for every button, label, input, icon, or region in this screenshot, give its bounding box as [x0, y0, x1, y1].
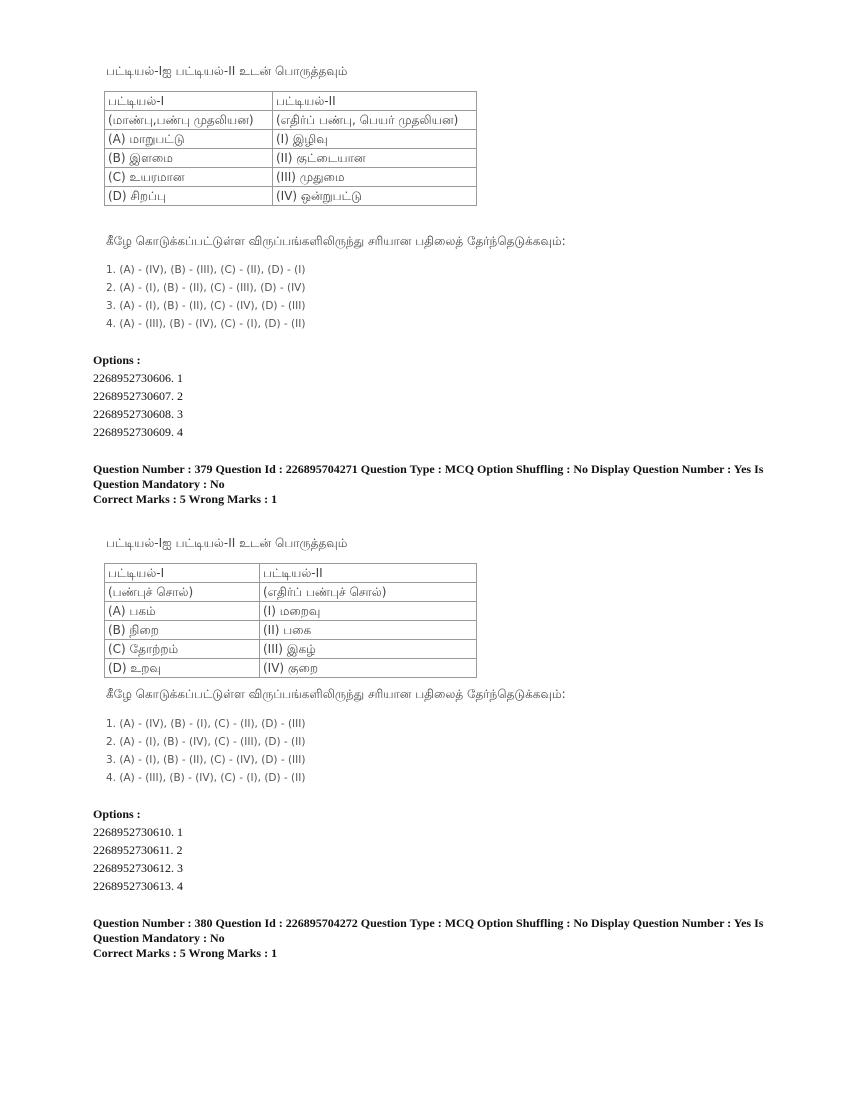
table-cell: (I) மறைவு — [260, 602, 477, 621]
table-cell: (A) பகம் — [105, 602, 260, 621]
table-row — [105, 640, 477, 659]
answer-choice: 2. (A) - (I), (B) - (IV), (C) - (III), (D) - (II) — [106, 736, 306, 748]
answer-choice: 1. (A) - (IV), (B) - (I), (C) - (II), (D) - (III) — [106, 718, 306, 730]
table-subheader-row — [105, 583, 477, 602]
table-cell: (IV) குறை — [260, 659, 477, 678]
table-row — [105, 149, 477, 168]
question-marks: Correct Marks : 5 Wrong Marks : 1 — [93, 946, 278, 960]
question-meta: Question Number : 380 Question Id : 226895704272 Question Type : MCQ Option Shuffling : No Display Question Number : Yes Is Question Mandatory : No — [93, 916, 764, 945]
table-header-cell: பட்டியல்-II — [260, 564, 477, 583]
match-instruction: பட்டியல்-Iஐ பட்டியல்-II உடன் பொருத்தவும் — [106, 536, 348, 550]
table-row — [105, 659, 477, 678]
table-subheader-cell: (எதிர்ப் பண்புச் சொல்) — [260, 583, 477, 602]
option-id: 2268952730609. 4 — [93, 425, 183, 439]
answer-choice: 3. (A) - (I), (B) - (II), (C) - (IV), (D) - (III) — [106, 300, 306, 312]
select-answer-instruction: கீழே கொடுக்கப்பட்டுள்ள விருப்பங்களிலிருந்து சரியான பதிலைத் தேர்ந்தெடுக்கவும்: — [106, 687, 566, 701]
table-cell: (III) இகழ் — [260, 640, 477, 659]
table-subheader-cell: (எதிர்ப் பண்பு, பெயர் முதலியன) — [273, 111, 477, 130]
table-cell: (I) இழிவு — [273, 130, 477, 149]
option-id: 2268952730610. 1 — [93, 825, 183, 839]
table-row — [105, 602, 477, 621]
table-subheader-cell: (பண்புச் சொல்) — [105, 583, 260, 602]
table-cell: (D) உறவு — [105, 659, 260, 678]
table-cell: (II) குட்டையான — [273, 149, 477, 168]
answer-choice: 4. (A) - (III), (B) - (IV), (C) - (I), (D) - (II) — [106, 772, 306, 784]
select-answer-instruction: கீழே கொடுக்கப்பட்டுள்ள விருப்பங்களிலிருந்து சரியான பதிலைத் தேர்ந்தெடுக்கவும்: — [106, 234, 566, 248]
option-id: 2268952730607. 2 — [93, 389, 183, 403]
answer-choice: 1. (A) - (IV), (B) - (III), (C) - (II), (D) - (I) — [106, 264, 306, 276]
table-header-cell: பட்டியல்-I — [105, 564, 260, 583]
answer-choice: 4. (A) - (III), (B) - (IV), (C) - (I), (D) - (II) — [106, 318, 306, 330]
match-table — [104, 563, 477, 678]
table-header-row — [105, 92, 477, 111]
table-cell: (B) இளமை — [105, 149, 273, 168]
table-row — [105, 130, 477, 149]
table-cell: (D) சிறப்பு — [105, 187, 273, 206]
option-id: 2268952730608. 3 — [93, 407, 183, 421]
option-id: 2268952730612. 3 — [93, 861, 183, 875]
options-heading: Options : — [93, 353, 141, 367]
table-row — [105, 187, 477, 206]
match-instruction: பட்டியல்-Iஐ பட்டியல்-II உடன் பொருத்தவும் — [106, 64, 348, 78]
options-list — [93, 823, 183, 895]
table-header-cell: பட்டியல்-II — [273, 92, 477, 111]
table-subheader-cell: (மாண்பு,பண்பு முதலியன) — [105, 111, 273, 130]
table-row — [105, 621, 477, 640]
table-cell: (C) உயரமான — [105, 168, 273, 187]
table-row — [105, 168, 477, 187]
option-id: 2268952730613. 4 — [93, 879, 183, 893]
table-cell: (II) பகை — [260, 621, 477, 640]
options-list — [93, 369, 183, 441]
question-meta: Question Number : 379 Question Id : 226895704271 Question Type : MCQ Option Shuffling : No Display Question Number : Yes Is Question Mandatory : No — [93, 462, 764, 491]
table-header-cell: பட்டியல்-I — [105, 92, 273, 111]
answer-choice: 3. (A) - (I), (B) - (II), (C) - (IV), (D) - (III) — [106, 754, 306, 766]
table-cell: (B) நிறை — [105, 621, 260, 640]
table-cell: (III) முதுமை — [273, 168, 477, 187]
table-header-row — [105, 564, 477, 583]
answer-choices — [106, 261, 305, 333]
table-cell: (IV) ஒன்றுபட்டு — [273, 187, 477, 206]
question-marks: Correct Marks : 5 Wrong Marks : 1 — [93, 492, 278, 506]
answer-choice: 2. (A) - (I), (B) - (II), (C) - (III), (D) - (IV) — [106, 282, 306, 294]
match-table — [104, 91, 477, 206]
options-heading: Options : — [93, 807, 141, 821]
table-cell: (A) மாறுபட்டு — [105, 130, 273, 149]
option-id: 2268952730606. 1 — [93, 371, 183, 385]
answer-choices — [106, 715, 305, 787]
option-id: 2268952730611. 2 — [93, 843, 183, 857]
table-cell: (C) தோற்றம் — [105, 640, 260, 659]
table-subheader-row — [105, 111, 477, 130]
